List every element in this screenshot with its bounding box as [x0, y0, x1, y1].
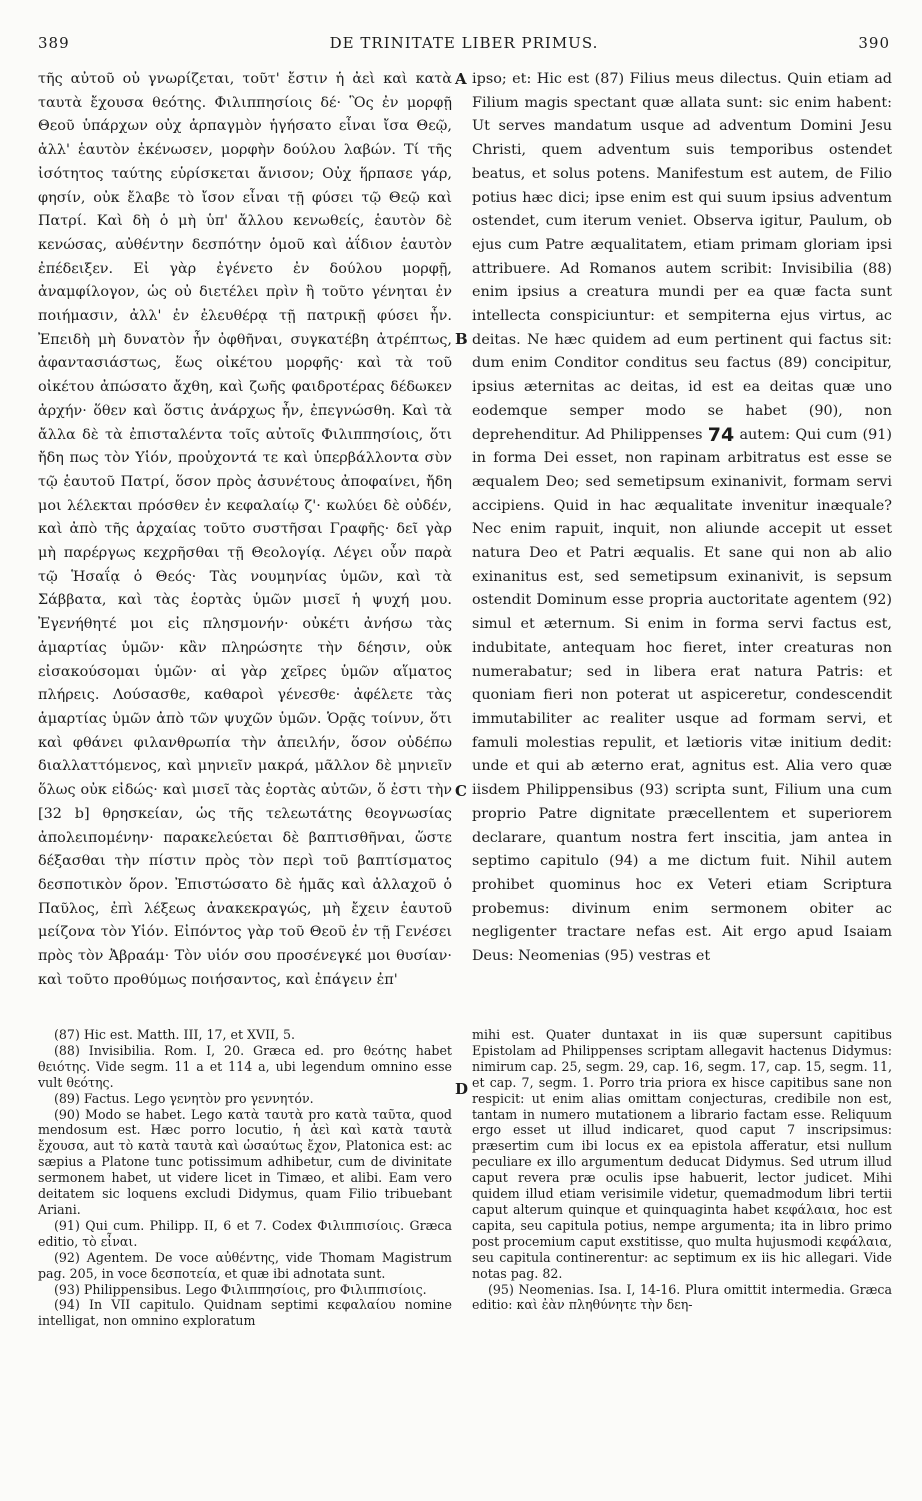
greek-text: τῆς αὐτοῦ οὐ γνωρίζεται, τοῦτ' ἔστιν ἡ ἀεὶ καὶ κατὰ ταυτὰ ἔχουσα θεότης. Φιλιππησίοις δέ· Ὃς ἐν μορφῇ Θεοῦ ὑπάρχων οὐχ ἁρπαγμὸν ἡγήσατο εἶναι ἴσα Θεῷ, ἀλλ' ἑαυτὸν ἐκένωσεν, μορφὴν δούλου λαβών. Τί τῆς ἰσότητος ταύτης εὑρίσκεται ἄνισον; Οὐχ ἥρπασε γάρ, φησίν, οὐκ ἔλαβε τὸ ἴσον εἶναι τῇ φύσει τῷ Θεῷ καὶ Πατρί. Καὶ δὴ ὁ μὴ ὑπ' ἄλλου κενωθείς, ἑαυτὸν δὲ κενώσας, αὐθέντην δεσπότην ὁμοῦ καὶ ἀΐδιον ἑαυτὸν ἐπέδειξεν. Εἰ γὰρ ἐγένετο ἐν δούλου μορφῇ, ἀναμφίλογον, ὡς οὐ διετέλει πρὶν ἢ τοῦτο γένηται ἐν ποιήμασιν, ἀλλ' ἐν ἐλευθέρᾳ τῇ πατρικῇ φύσει ἦν. Ἐπειδὴ μὴ δυνατὸν ἦν ὀφθῆναι, συγκατέβη ἀτρέπτως, ἀφαντασιάστως, ἕως οἰκέτου μορφῆς· καὶ τὰ τοῦ οἰκέτου ἀπώσατο ἄχθη, καὶ ζωῆς φαιδροτέρας δέδωκεν ἀρχήν· ὅθεν καὶ ὅστις ἀνάρχως ἦν, ἐπεγνώσθη. Καὶ τὰ ἄλλα δὲ τὰ ἐπισταλέντα τοῖς αὐτοῖς Φιλιππησίοις, ὅτι ἤδη πως τὸν Υἱόν, προὐχοντά τε καὶ ὑπερβάλλοντα σὺν τῷ ἑαυτοῦ Πατρί, ὅσον πρὸς ἀσυνέτους ἀποφαίνει, ἤδη μοι λέλεκται πρόσθεν ἐν κεφαλαίῳ ζ'· κωλύει δὲ οὐδέν, καὶ ἀπὸ τῆς ἀρχαίας τοῦτο συστῆσαι Γραφῆς· δεῖ γὰρ μὴ παρέργως κεχρῆσθαι τῇ Θεολογίᾳ. Λέγει οὖν παρὰ τῷ Ἡσαΐᾳ ὁ Θεός· Τὰς νουμηνίας ὑμῶν, καὶ τὰ Σάββατα, καὶ τὰς ἑορτὰς ὑμῶν μισεῖ ἡ ψυχή μου. Ἐγενήθητέ μοι εἰς πλησμονήν· οὐκέτι ἀνήσω τὰς ἁμαρτίας ὑμῶν· κἂν πληρώσητε τὴν δέησιν, οὐκ εἰσακούσομαι ὑμῶν· αἱ γὰρ χεῖρες ὑμῶν αἵματος πλήρεις. Λούσασθε, καθαροὶ γένεσθε· ἀφέλετε τὰς ἁμαρτίας ὑμῶν ἀπὸ τῶν ψυχῶν ὑμῶν. Ὁρᾷς τοίνυν, ὅτι καὶ φθάνει φιλανθρωπία τὴν ἀπειλήν, ὅσον οὐδέπω διαλλαττόμενος, καὶ μηνιεῖν μακρά, μᾶλλον δὲ μηνιεῖν ὅλως οὐκ εἰδώς· καὶ μισεῖ τὰς ἑορτὰς αὐτῶν, ὅ ἐστι τὴν [32 b] θρησκείαν, ὡς τῆς τελεωτάτης θεογνωσίας ἀπολειπομένην· παρακελεύεται δὲ βαπτισθῆναι, ὥστε δέξασθαι τὴν πίστιν πρὸς τὸν περὶ τοῦ βαπτίσματος δεσποτικὸν ὅρον. Ἐπιστώσατο δὲ ἡμᾶς καὶ ἀλλαχοῦ ὁ Παῦλος, ἐπὶ λέξεως ἀνακεκραγώς, μὴ ἔχειν ἑαυτοῦ μείζονα τὸν Υἱόν. Εἰπόντος γὰρ τοῦ Θεοῦ ἐν τῇ Γενέσει πρὸς τὸν Ἀβραάμ· Τὸν υἱόν σου προσένεγκέ μοι θυσίαν· καὶ τοῦτο προθύμως ποιήσαντος, καὶ ἐπάγειν ἐπ'	[38, 71, 452, 988]
greek-column	[38, 68, 452, 1014]
margin-marker-c: C	[455, 782, 467, 800]
footnote-94-continued: mihi est. Quater duntaxat in iis quæ supersunt capitibus Epistolam ad Philippenses scriptam allegavit hactenus Didymus: nimirum cap. 25, segm. 29, cap. 16, segm. 17, cap. 15, segm. 11, et cap. 7, segm. 1. Porro tria priora ex hisce capitibus sane non respicit: ut enim alias omittam conjecturas, credibile non est, tantam in numero mutationem a librario factam esse. Reliquum ergo esset ut illud indicaret, quod caput 7 inscripsimus: præsertim cum ibi locus ex ea epistola afferatur, etsi nullum peculiare ex illo argumentum deducat Didymus. Sed utrum illud caput revera præ oculis ipse habuerit, lector judicet. Mihi quidem illud etiam verisimile videtur, quemadmodum libri tertii caput alterum quinque et quinquaginta habet κεφάλαια, hoc est capita, seu capitula potius, nempe argumenta; ita in libro primo post procemium caput exstitisse, quo multa hujusmodi κεφάλαια, seu capitula continerentur: ac septimum ex iis hic allegari. Vide notas pag. 82.	[472, 1027, 892, 1281]
footnote-90: (90) Modo se habet. Lego κατὰ ταυτὰ pro κατὰ ταῦτα, quod mendosum est. Hæc porro locutio, ἡ ἀεὶ καὶ κατὰ ταυτὰ ἔχουσα, aut τὸ κατὰ ταυτὰ καὶ ὡσαύτως ἔχον, Platonica est: ac sæpius a Platone tunc potissimum adhibetur, cum de divinitate sermonem habet, ut videre licet in Timæo, et alibi. Eam vero deitatem sic loquens excludi Didymus, quam Filio tribuebant Ariani.	[38, 1106, 452, 1217]
footnote-91: (91) Qui cum. Philipp. II, 6 et 7. Codex Φιλιππισίοις. Græca editio, τὸ εἶναι.	[38, 1217, 452, 1249]
section-number: 74	[707, 423, 735, 446]
margin-marker-a: A	[455, 70, 467, 88]
footnotes-right	[472, 1027, 892, 1497]
footnote-88: (88) Invisibilia. Rom. I, 20. Græca ed. pro θεότης habet θειότης. Vide segm. 11 a et 114 a, ubi legendum omnino esse vult θεότης.	[38, 1042, 452, 1090]
footnote-93: (93) Philippensibus. Lego Φιλιππησίοις, pro Φιλιππισίοις.	[54, 1281, 427, 1297]
margin-marker-d: D	[455, 1080, 469, 1098]
running-title: DE TRINITATE LIBER PRIMUS.	[329, 34, 599, 52]
footnote-87: (87) Hic est. Matth. III, 17, et XVII, 5.	[54, 1027, 296, 1042]
footnotes-left	[38, 1027, 452, 1497]
page-number-right: 390	[858, 34, 890, 52]
running-header	[38, 34, 890, 58]
latin-text-part-2: autem: Qui cum (91) in forma Dei esset, non rapinam arbitratus est esse se æqualem Deo; sed semetipsum exinanivit, formam servi accipiens. Quid in hac æqualitate invenitur inæquale? Nec enim rapuit, inquit, non aliunde accepit ut esset natura Deo et Patri æqualis. Et sane qui non ab alio exinanitus est, sed semetipsum exinanivit, is sepsum ostendit Dominum esse propria auctoritate agentem (92) simul et æternum. Si enim in forma servi factus est, indubitate, antequam hoc fieret, inter creaturas non numerabatur; sed in libera erat natura Patris: et quoniam fieri non poterat ut aspiceretur, condescendit immutabiliter ac realiter usque ad formam servi, et famuli molestias repulit, et lætioris vitæ initium dedit: unde et qui ab æterno erat, agnitus est. Alia vero quæ iisdem Philippensibus (93) scripta sunt, Filium una cum proprio Patre dignitate præcellentem et superiorem declarare, quantum nostra fert inscitia, jam antea in septimo capitulo (94) a me dictum fuit. Nihil autem prohibet quominus hoc ex Veteri etiam Scriptura probemus: divinum enim sermonem obiter ac negligenter tractare nefas est. Ait ergo apud Isaiam Deus: Neomenias (95) vestras et	[472, 426, 892, 965]
footnote-95: (95) Neomenias. Isa. I, 14-16. Plura omittit intermedia. Græca editio: καὶ ἐὰν πληθύνητε τὴν δεη-	[472, 1281, 892, 1313]
footnote-92: (92) Agentem. De voce αὐθέντης, vide Thomam Magistrum pag. 205, in voce δεσποτεία, et quæ ibi adnotata sunt.	[38, 1249, 452, 1281]
footnote-89: (89) Factus. Lego γενητὸν pro γεννητόν.	[54, 1090, 314, 1106]
latin-text-part-1: ipso; et: Hic est (87) Filius meus dilectus. Quin etiam ad Filium magis spectant quæ allata sunt: sic enim habent: Ut serves mandatum usque ad adventum Domini Jesu Christi, quem adventum suis temporibus ostendet beatus, et solus potens. Manifestum est autem, de Filio potius hæc dici; ipse enim est qui suum ipsius adventum ostendet, cum iterum veniet. Observa igitur, Paulum, ob ejus cum Patre æqualitatem, etiam primam gloriam ipsi attribuere. Ad Romanos autem scribit: Invisibilia (88) enim ipsius a creatura mundi per ea quæ facta sunt intellecta conspiciuntur: et sempiterna ejus virtus, ac deitas. Ne hæc quidem ad eum pertinent qui factus sit: dum enim Conditor conditus seu factus (89) concipitur, ipsius æternitas ac deitas, id est ea deitas quæ uno eodemque semper modo se habet (90), non deprehenditur. Ad Philippenses	[472, 71, 892, 443]
footnote-94: (94) In VII capitulo. Quidnam septimi κεφαλαίου nomine intelligat, non omnino exploratum	[38, 1297, 452, 1329]
page-number-left: 389	[38, 34, 70, 52]
latin-column	[472, 68, 892, 1014]
margin-marker-b: B	[455, 330, 468, 348]
